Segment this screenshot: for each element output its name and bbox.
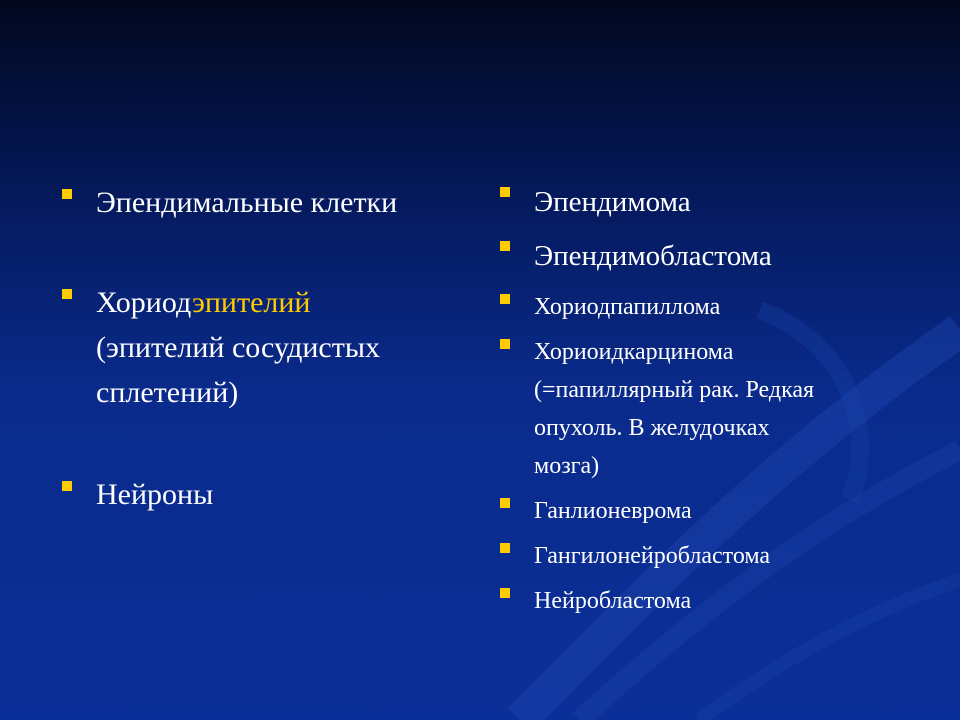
item-text: Хориодпапиллома: [534, 294, 721, 320]
yellow-square-bullet-icon: [500, 339, 510, 349]
spacer: [62, 415, 462, 472]
item-text: Нейробластома: [534, 588, 692, 614]
item-text-line2: (эпителий сосудистых: [96, 331, 380, 364]
list-item-ependymoblastoma: [500, 234, 920, 279]
yellow-square-bullet-icon: [500, 187, 510, 197]
list-item-choroid-papilloma: [500, 288, 920, 326]
yellow-square-bullet-icon: [62, 481, 72, 491]
item-text: Хориоидкарцинома: [534, 339, 734, 365]
list-item-neuroblastoma: [500, 582, 920, 620]
list-item-ganglioneuroma: [500, 492, 920, 530]
item-text-line3: сплетений): [96, 376, 239, 409]
yellow-square-bullet-icon: [62, 289, 72, 299]
item-text-line4: мозга): [534, 453, 600, 479]
yellow-square-bullet-icon: [62, 189, 72, 199]
yellow-square-bullet-icon: [500, 241, 510, 251]
item-text: Гангилонейробластома: [534, 543, 771, 569]
list-item-choroid-epithelium: [62, 280, 462, 415]
item-text: Эпендимальные клетки: [96, 186, 398, 219]
right-column-list: [500, 180, 920, 627]
spacer: [62, 225, 462, 280]
list-item-ependymoma: [500, 180, 920, 225]
yellow-square-bullet-icon: [500, 543, 510, 553]
list-item-choroid-carcinoma: [500, 333, 920, 485]
item-text: Нейроны: [96, 478, 214, 511]
item-text-accent: эпителий: [191, 286, 311, 319]
item-text-line2: (=папиллярный рак. Редкая: [534, 377, 815, 403]
list-item-ependymal-cells: [62, 180, 462, 225]
item-text: Эпендимобластома: [534, 240, 772, 272]
left-column-list: [62, 180, 462, 517]
item-text: Ганлионеврома: [534, 498, 692, 524]
item-text-line3: опухоль. В желудочках: [534, 415, 770, 441]
item-text: Эпендимома: [534, 186, 691, 218]
yellow-square-bullet-icon: [500, 498, 510, 508]
list-item-neurons: [62, 472, 462, 517]
yellow-square-bullet-icon: [500, 294, 510, 304]
item-text-prefix: Хориод: [96, 286, 192, 319]
yellow-square-bullet-icon: [500, 588, 510, 598]
list-item-ganglioneuroblastoma: [500, 537, 920, 575]
